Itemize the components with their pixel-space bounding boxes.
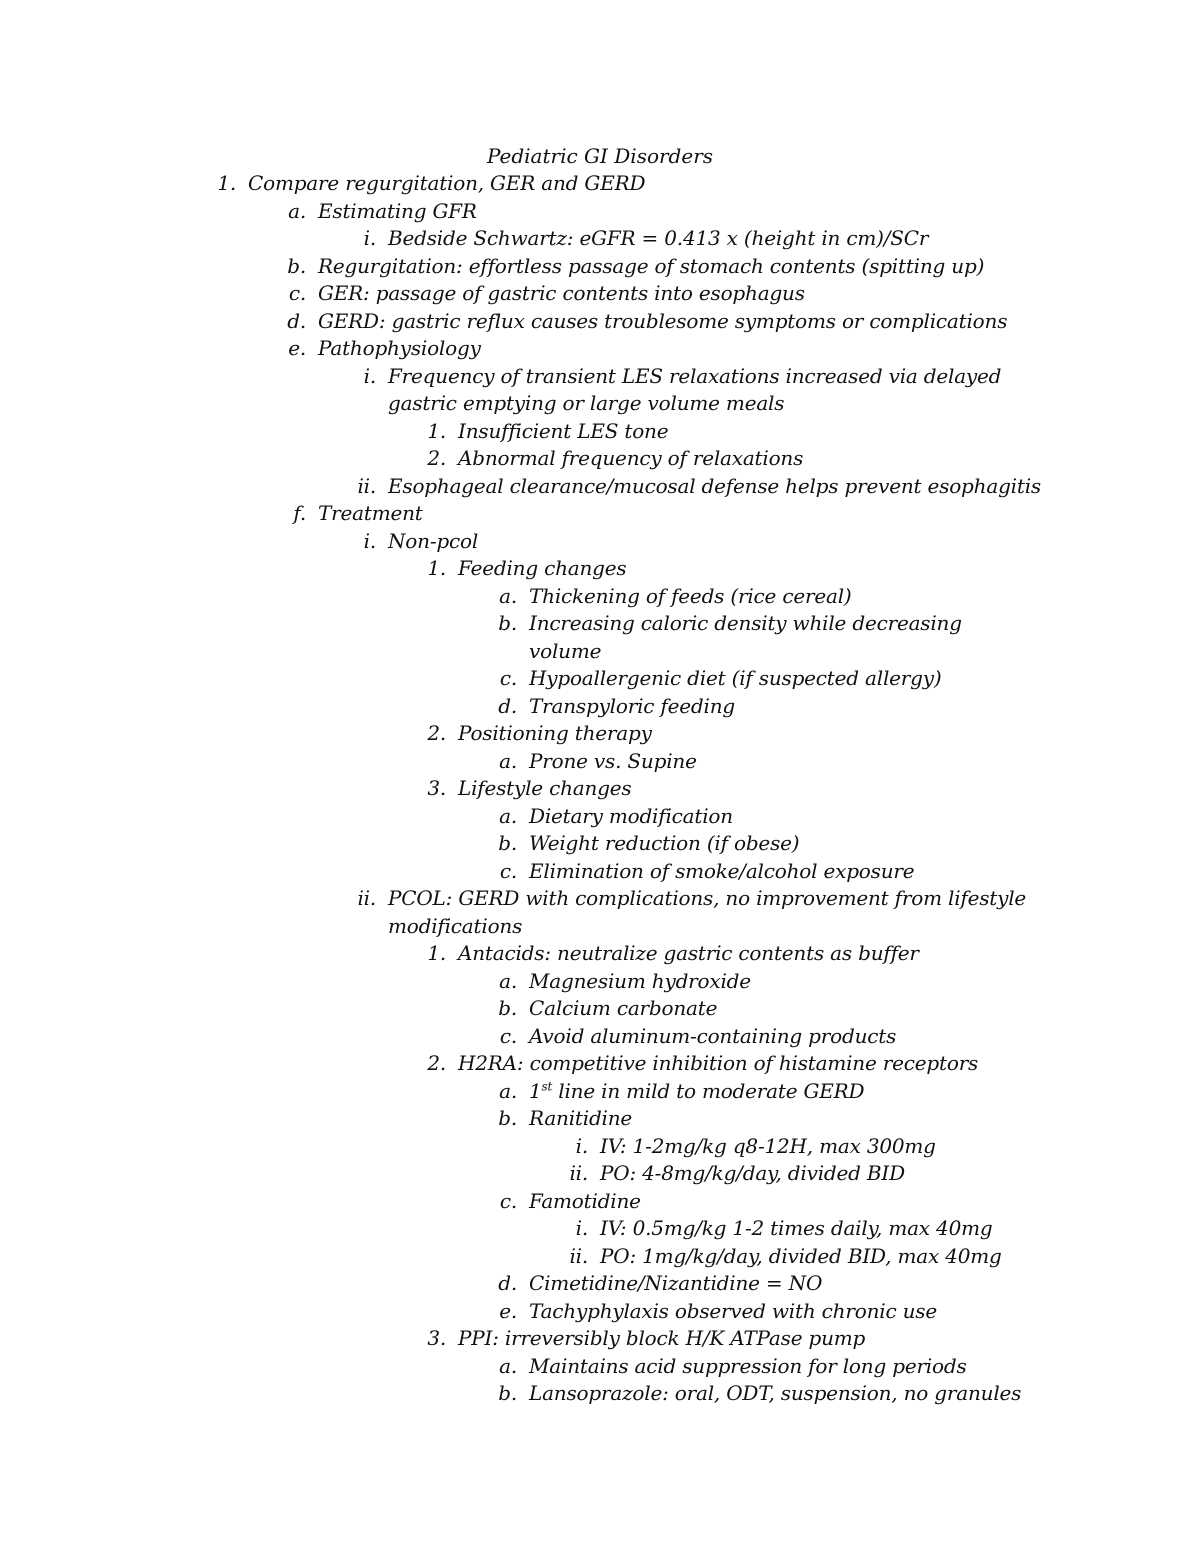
outline-text: Avoid aluminum-containing products xyxy=(529,1023,897,1048)
outline-item xyxy=(0,775,1200,803)
outline-text: Increasing caloric density while decreasing xyxy=(529,611,962,635)
outline-text: Antacids: neutralize gastric contents as buffer xyxy=(458,941,919,965)
outline-text: Elimination of smoke/alcohol exposure xyxy=(529,858,915,883)
outline-marker: c. xyxy=(499,858,517,883)
outline-item xyxy=(0,583,1200,611)
outline-text: Regurgitation: effortless passage of stomach contents (spitting up) xyxy=(318,253,985,278)
outline-item xyxy=(0,308,1200,336)
document-title: Pediatric GI Disorders xyxy=(486,144,714,168)
outline-marker: i. xyxy=(575,1133,588,1158)
outline-text: 1st line in mild to moderate GERD xyxy=(529,1078,865,1103)
outline-text: Lifestyle changes xyxy=(458,776,632,800)
outline-marker: 1. xyxy=(427,418,446,443)
outline-item xyxy=(0,1353,1200,1381)
outline-marker: d. xyxy=(287,308,306,333)
outline-item xyxy=(0,968,1200,996)
outline-marker: c. xyxy=(499,1188,517,1213)
outline-text: Weight reduction (if obese) xyxy=(529,831,800,855)
outline-item xyxy=(0,1188,1200,1216)
outline-marker: ii. xyxy=(357,886,376,910)
outline-marker: a. xyxy=(499,968,517,993)
outline-item xyxy=(0,253,1200,281)
outline-marker: e. xyxy=(499,1298,517,1323)
outline-list xyxy=(0,170,1200,1408)
outline-item xyxy=(0,885,1200,913)
outline-marker: 1. xyxy=(427,556,446,580)
outline-marker: a. xyxy=(499,583,517,608)
outline-marker: a. xyxy=(499,1078,517,1103)
outline-item xyxy=(0,335,1200,363)
outline-item xyxy=(0,693,1200,721)
outline-text: Hypoallergenic diet (if suspected allergy) xyxy=(529,666,942,690)
outline-text: GERD: gastric reflux causes troublesome symptoms or complications xyxy=(318,308,1008,333)
outline-item xyxy=(0,995,1200,1023)
outline-marker: b. xyxy=(498,1106,517,1130)
outline-text: Frequency of transient LES relaxations increased via delayed xyxy=(388,363,1002,388)
outline-item xyxy=(0,720,1200,748)
outline-text: PPI: irreversibly block H/K ATPase pump xyxy=(458,1326,866,1350)
outline-text: Compare regurgitation, GER and GERD xyxy=(248,171,646,195)
outline-text: Non-pcol xyxy=(388,528,479,553)
outline-item xyxy=(0,1298,1200,1326)
outline-text: Treatment xyxy=(318,501,423,525)
outline-item xyxy=(0,390,1200,418)
outline-item xyxy=(0,748,1200,776)
outline-marker: a. xyxy=(499,748,517,773)
outline-marker: c. xyxy=(288,281,306,305)
outline-marker: i. xyxy=(363,363,376,388)
outline-item xyxy=(0,940,1200,968)
outline-item xyxy=(0,555,1200,583)
outline-marker: c. xyxy=(499,666,517,690)
outline-marker: b. xyxy=(498,996,517,1020)
outline-item xyxy=(0,1160,1200,1188)
outline-text: Magnesium hydroxide xyxy=(529,968,751,993)
outline-text: Dietary modification xyxy=(529,803,733,828)
outline-marker: b. xyxy=(498,611,517,635)
outline-item xyxy=(0,1050,1200,1078)
outline-item xyxy=(0,225,1200,253)
outline-item xyxy=(0,418,1200,446)
outline-text: Cimetidine/Nizantidine = NO xyxy=(529,1271,823,1295)
outline-marker: a. xyxy=(499,1353,517,1378)
outline-marker: 2. xyxy=(427,1051,446,1075)
outline-marker: a. xyxy=(499,803,517,828)
outline-marker: a. xyxy=(288,198,306,223)
outline-marker: ii. xyxy=(357,473,376,498)
outline-marker: b. xyxy=(498,831,517,855)
outline-marker: c. xyxy=(499,1023,517,1048)
outline-item xyxy=(0,280,1200,308)
outline-marker: 2. xyxy=(427,446,446,470)
outline-text: Prone vs. Supine xyxy=(529,748,697,773)
outline-text: Bedside Schwartz: eGFR = 0.413 x (height in cm)/SCr xyxy=(388,226,929,250)
outline-item xyxy=(0,803,1200,831)
outline-marker: b. xyxy=(287,253,306,278)
outline-marker: f. xyxy=(293,501,306,525)
outline-item xyxy=(0,363,1200,391)
outline-text: Insufficient LES tone xyxy=(458,418,669,443)
outline-text: Lansoprazole: oral, ODT, suspension, no granules xyxy=(529,1381,1022,1405)
outline-marker: 1. xyxy=(217,171,236,195)
outline-marker: ii. xyxy=(569,1243,588,1268)
outline-item xyxy=(0,610,1200,638)
outline-item xyxy=(0,1270,1200,1298)
outline-item xyxy=(0,445,1200,473)
outline-text: Famotidine xyxy=(529,1188,641,1213)
outline-item xyxy=(0,858,1200,886)
outline-item xyxy=(0,1215,1200,1243)
outline-text: Maintains acid suppression for long periods xyxy=(529,1353,967,1378)
outline-marker: d. xyxy=(498,693,517,718)
outline-marker: 3. xyxy=(427,1326,446,1350)
outline-text: GER: passage of gastric contents into esophagus xyxy=(318,281,805,305)
outline-item xyxy=(0,198,1200,226)
outline-text: volume xyxy=(529,638,602,663)
outline-text: Positioning therapy xyxy=(458,721,652,745)
outline-text: PO: 4-8mg/kg/day, divided BID xyxy=(600,1161,905,1185)
outline-text: Thickening of feeds (rice cereal) xyxy=(529,583,852,608)
outline-marker: i. xyxy=(363,226,376,250)
outline-marker: 1. xyxy=(427,941,446,965)
outline-item xyxy=(0,1023,1200,1051)
outline-item xyxy=(0,830,1200,858)
outline-text: Esophageal clearance/mucosal defense helps prevent esophagitis xyxy=(388,473,1041,498)
outline-item xyxy=(0,500,1200,528)
outline-marker: i. xyxy=(575,1216,588,1240)
outline-text: Calcium carbonate xyxy=(529,996,718,1020)
outline-text: PO: 1mg/kg/day, divided BID, max 40mg xyxy=(600,1243,1002,1268)
outline-item xyxy=(0,528,1200,556)
outline-item xyxy=(0,473,1200,501)
outline-marker: i. xyxy=(363,528,376,553)
outline-marker: e. xyxy=(288,336,306,360)
outline-item xyxy=(0,638,1200,666)
outline-item xyxy=(0,1243,1200,1271)
outline-item xyxy=(0,1105,1200,1133)
outline-text: IV: 0.5mg/kg 1-2 times daily, max 40mg xyxy=(600,1216,993,1240)
outline-marker: 2. xyxy=(427,721,446,745)
outline-text: IV: 1-2mg/kg q8-12H, max 300mg xyxy=(600,1133,936,1158)
outline-item xyxy=(0,665,1200,693)
outline-text: H2RA: competitive inhibition of histamine receptors xyxy=(458,1051,979,1075)
outline-item xyxy=(0,1078,1200,1106)
outline-text: Tachyphylaxis observed with chronic use xyxy=(529,1298,937,1323)
outline-text: Feeding changes xyxy=(458,556,627,580)
outline-marker: 3. xyxy=(427,776,446,800)
outline-text: PCOL: GERD with complications, no improvement from lifestyle xyxy=(388,886,1027,910)
outline-text: Transpyloric feeding xyxy=(529,693,735,718)
outline-item xyxy=(0,1133,1200,1161)
outline-marker: ii. xyxy=(569,1161,588,1185)
outline-item xyxy=(0,1325,1200,1353)
outline-marker: b. xyxy=(498,1381,517,1405)
ordinal-superscript: st xyxy=(541,1078,553,1093)
outline-text: modifications xyxy=(388,913,523,938)
outline-text: gastric emptying or large volume meals xyxy=(388,391,785,415)
outline-marker: d. xyxy=(498,1271,517,1295)
outline-text: Estimating GFR xyxy=(318,198,477,223)
outline-text: Abnormal frequency of relaxations xyxy=(458,446,804,470)
outline-text: Ranitidine xyxy=(529,1106,633,1130)
outline-item xyxy=(0,913,1200,941)
outline-item xyxy=(0,170,1200,198)
outline-item xyxy=(0,1380,1200,1408)
outline-text: Pathophysiology xyxy=(318,336,481,360)
